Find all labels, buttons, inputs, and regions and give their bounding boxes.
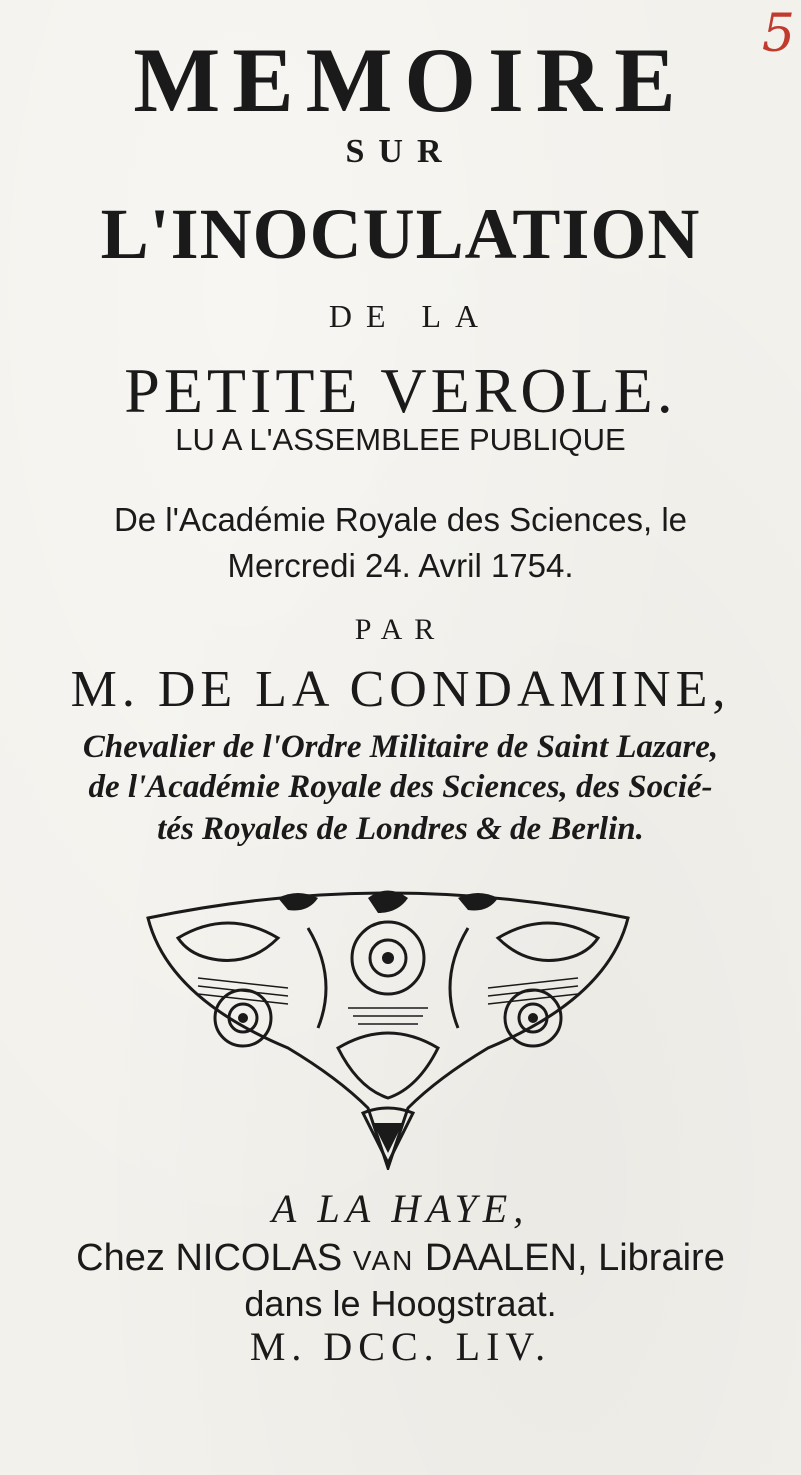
title-inoculation: L'INOCULATION [100,194,701,274]
par-label: PAR [354,613,447,646]
author-titles-line-2: de l'Académie Royale des Sciences, des Socié- [88,769,713,805]
title-de-la: DE LA [328,298,493,334]
author-titles-line-1: Chevalier de l'Ordre Militaire de Saint Lazare, [82,729,719,765]
title-memoire: MEMOIRE [133,29,688,131]
imprint-publisher: NICOLAS [175,1237,343,1279]
imprint-publisher-line [0,1235,801,1284]
imprint-daalen: DAALEN, [424,1237,588,1279]
imprint-date: M. DCC. LIV. [249,1324,552,1369]
imprint-chez: Chez [76,1237,165,1279]
imprint-place: A LA HAYE, [271,1186,530,1231]
read-at-assembly: LU A L'ASSEMBLEE PUBLIQUE [175,422,626,457]
title-petite-verole: PETITE VEROLE. [124,355,677,426]
imprint-street: dans le Hoogstraat. [244,1283,557,1324]
academy-line-1: De l'Académie Royale des Sciences, le [113,501,688,538]
academy-line-2: Mercredi 24. Avril 1754. [227,547,574,584]
page-number-mark: 5 [761,4,795,64]
title-sur: SUR [345,133,456,170]
author-titles-line-3: tés Royales de Londres & de Berlin. [157,811,644,847]
imprint-libraire: Libraire [598,1237,725,1279]
fleuron-ornament-icon [138,878,638,1170]
imprint-van: VAN [352,1245,415,1276]
author-name: M. DE LA CONDAMINE, [70,661,731,718]
